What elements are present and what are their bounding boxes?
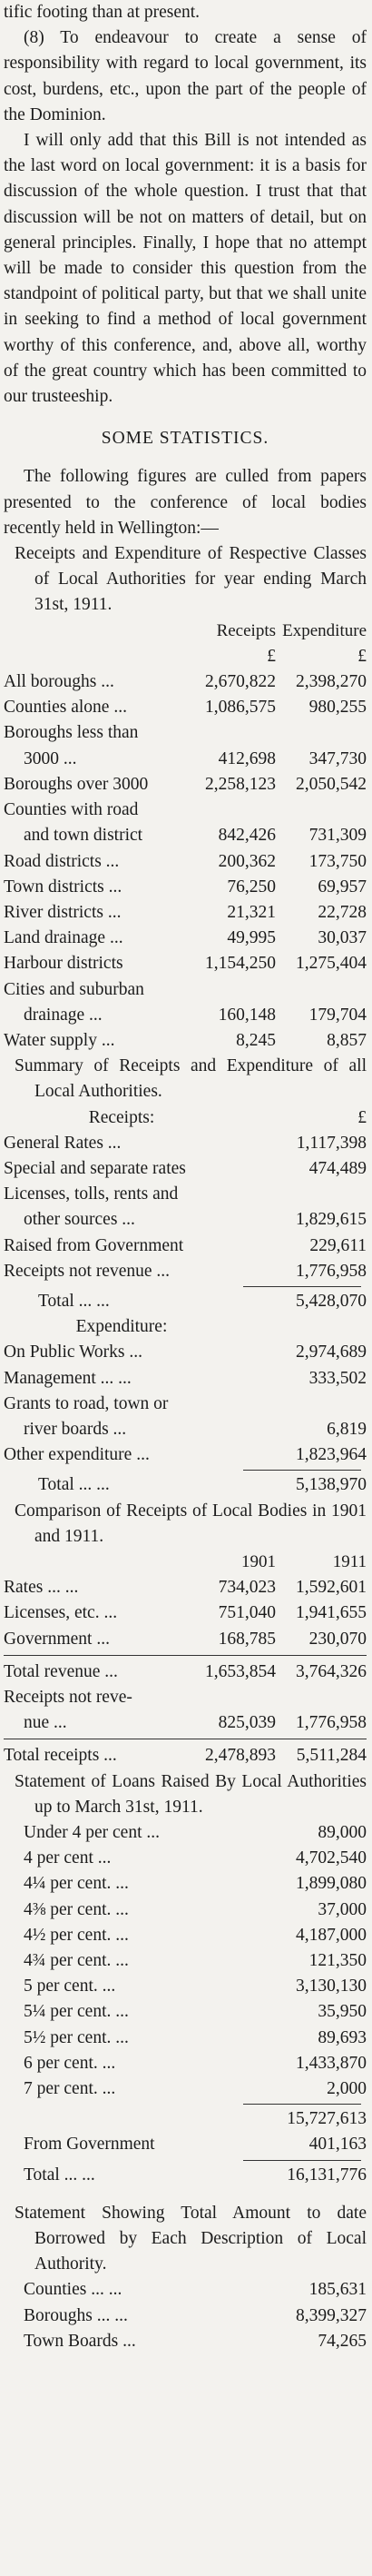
row-label: Government ... bbox=[4, 1629, 110, 1649]
column-header: 1901 bbox=[241, 1551, 276, 1571]
table-row bbox=[4, 1234, 367, 1259]
value-1911: 5,511,284 bbox=[296, 1746, 367, 1766]
row-label: 4⅜ per cent. ... bbox=[24, 1899, 129, 1919]
row-value: 3,130,130 bbox=[296, 1977, 367, 1996]
total-label: Total ... ... bbox=[24, 2165, 95, 2185]
table-row bbox=[4, 1871, 367, 1897]
subtotal-value: 15,727,613 bbox=[287, 2109, 367, 2129]
table-row bbox=[4, 1442, 367, 1468]
table-row bbox=[4, 720, 367, 746]
row-value: 1,776,958 bbox=[296, 1261, 367, 1281]
expenditure-value bbox=[276, 720, 367, 746]
expenditure-value bbox=[276, 977, 367, 1003]
row-label: 4¾ per cent. ... bbox=[24, 1951, 129, 1971]
currency-symbol: £ bbox=[267, 646, 276, 666]
rule bbox=[243, 1470, 361, 1471]
row-label: and town district bbox=[24, 826, 143, 846]
not-revenue-label-row bbox=[4, 1685, 367, 1710]
row-label: Counties alone ... bbox=[4, 698, 127, 718]
table-row bbox=[4, 823, 367, 848]
row-label: Under 4 per cent ... bbox=[24, 1823, 160, 1843]
column-header: Expenditure bbox=[282, 620, 367, 640]
table-row bbox=[4, 900, 367, 926]
table-row bbox=[4, 1600, 367, 1626]
total-row bbox=[4, 1472, 367, 1498]
total-revenue-row bbox=[4, 1660, 367, 1685]
receipts-expenditure-by-class-table bbox=[4, 541, 367, 1054]
row-label: 5½ per cent. ... bbox=[24, 2027, 129, 2047]
expenditure-heading: Expenditure: bbox=[75, 1317, 168, 1337]
row-label: Grants to road, town or bbox=[4, 1393, 169, 1413]
currency-symbol: £ bbox=[357, 1107, 367, 1127]
table-title: Comparison of Receipts of Local Bodies in 1901 and 1911. bbox=[15, 1501, 367, 1546]
spacer bbox=[4, 410, 367, 422]
row-label: Road districts ... bbox=[4, 851, 120, 871]
table-row bbox=[4, 1627, 367, 1652]
table-row bbox=[4, 669, 367, 695]
value-1901: 1,653,854 bbox=[205, 1661, 276, 1681]
row-label: 4½ per cent. ... bbox=[24, 1925, 129, 1945]
table-row bbox=[4, 1999, 367, 2025]
table-row bbox=[4, 747, 367, 772]
row-label: Counties ... ... bbox=[24, 2280, 122, 2300]
table-row bbox=[4, 1575, 367, 1600]
row-label: Receipts not reve- bbox=[4, 1688, 132, 1707]
total-row bbox=[4, 1289, 367, 1314]
row-value bbox=[240, 1392, 367, 1417]
row-label: Receipts not revenue ... bbox=[4, 1261, 171, 1281]
summary-receipts-expenditure-table bbox=[4, 1054, 367, 1498]
receipts-value: 412,698 bbox=[218, 748, 276, 768]
row-value: 1,823,964 bbox=[296, 1445, 367, 1465]
row-label: Raised from Government bbox=[4, 1235, 184, 1255]
table-title: Summary of Receipts and Expenditure of all Local Authorities. bbox=[15, 1056, 367, 1102]
row-value: 8,399,327 bbox=[296, 2305, 367, 2325]
expenditure-value: 1,275,404 bbox=[296, 954, 367, 974]
table-row bbox=[4, 1028, 367, 1054]
amount-borrowed-table bbox=[4, 2201, 367, 2354]
row-value: 2,000 bbox=[327, 2079, 367, 2099]
value-1911: 1,592,601 bbox=[296, 1578, 367, 1598]
row-label: Water supply ... bbox=[4, 1030, 115, 1050]
table-body bbox=[4, 2277, 367, 2354]
expenditure-value: 30,037 bbox=[318, 928, 367, 948]
comparison-1901-1911-table bbox=[4, 1499, 367, 1769]
table-header-row bbox=[4, 619, 367, 644]
table-row bbox=[4, 1948, 367, 1974]
row-label: Harbour districts bbox=[4, 954, 123, 974]
table-row bbox=[4, 2026, 367, 2051]
expenditure-value: 69,957 bbox=[318, 877, 367, 897]
row-label: 7 per cent. ... bbox=[24, 2079, 116, 2099]
row-label: 5¼ per cent. ... bbox=[24, 2002, 129, 2022]
stats-intro: The following figures are culled from papers presented to the conference of local bodies recently held in Wellington:— bbox=[4, 467, 367, 538]
table-row bbox=[4, 1820, 367, 1846]
expenditure-value: 731,309 bbox=[308, 826, 367, 846]
row-label: Other expenditure ... bbox=[4, 1445, 150, 1465]
expenditure-value: 179,704 bbox=[308, 1005, 367, 1025]
table-row bbox=[4, 1897, 367, 1923]
expenditure-value: 8,857 bbox=[327, 1030, 367, 1050]
row-value: 1,829,615 bbox=[296, 1210, 367, 1230]
row-label: 4¼ per cent. ... bbox=[24, 1874, 129, 1894]
row-value: 401,163 bbox=[308, 2135, 367, 2155]
table-body bbox=[4, 1131, 367, 1284]
table-row bbox=[4, 1259, 367, 1284]
row-label: Land drainage ... bbox=[4, 928, 123, 948]
row-label: Management ... ... bbox=[4, 1368, 132, 1388]
value-1911: 1,941,655 bbox=[296, 1603, 367, 1623]
row-label: other sources ... bbox=[24, 1210, 135, 1230]
total-value: 5,428,070 bbox=[296, 1291, 367, 1311]
table-row bbox=[4, 1923, 367, 1948]
row-label: Boroughs over 3000 bbox=[4, 774, 149, 794]
value-1911: 3,764,326 bbox=[296, 1661, 367, 1681]
loans-raised-table bbox=[4, 1769, 367, 2188]
row-value: 121,350 bbox=[308, 1951, 367, 1971]
row-label: 3000 ... bbox=[24, 748, 77, 768]
table-body bbox=[4, 669, 367, 1054]
row-label: On Public Works ... bbox=[4, 1342, 142, 1362]
row-label: General Rates ... bbox=[4, 1133, 122, 1153]
rule bbox=[243, 2160, 361, 2161]
table-row bbox=[4, 1846, 367, 1871]
row-value: 37,000 bbox=[318, 1899, 367, 1919]
table-row bbox=[4, 2304, 367, 2329]
table-row bbox=[4, 2329, 367, 2354]
row-label: Total revenue ... bbox=[4, 1661, 118, 1681]
row-label: Town districts ... bbox=[4, 877, 122, 897]
column-header: Receipts bbox=[216, 620, 276, 640]
expenditure-value: 173,750 bbox=[308, 851, 367, 871]
table-row bbox=[4, 1156, 367, 1182]
table-title: Statement of Loans Raised By Local Authorities up to March 31st, 1911. bbox=[15, 1771, 367, 1817]
table-row bbox=[4, 875, 367, 900]
table-body bbox=[4, 1820, 367, 2102]
receipts-value: 200,362 bbox=[218, 851, 276, 871]
row-label: Rates ... ... bbox=[4, 1578, 79, 1598]
table-row bbox=[4, 1366, 367, 1392]
row-label: 5 per cent. ... bbox=[24, 1977, 116, 1996]
receipts-value: 2,670,822 bbox=[205, 672, 276, 692]
receipts-value bbox=[181, 720, 276, 746]
row-value: 1,117,398 bbox=[296, 1133, 367, 1153]
value-1911: 230,070 bbox=[308, 1629, 367, 1649]
total-label: Total ... ... bbox=[38, 1291, 110, 1311]
table-row bbox=[4, 849, 367, 875]
table-row bbox=[4, 977, 367, 1003]
receipts-value: 76,250 bbox=[227, 877, 276, 897]
table-row bbox=[4, 2277, 367, 2303]
not-revenue-row bbox=[4, 1710, 367, 1736]
row-value: 4,702,540 bbox=[296, 1848, 367, 1868]
currency-symbol: £ bbox=[357, 646, 367, 666]
receipts-value: 8,245 bbox=[236, 1030, 276, 1050]
table-row bbox=[4, 1207, 367, 1233]
intro-fragment: tific footing than at present. bbox=[4, 3, 201, 22]
row-label: nue ... bbox=[24, 1713, 67, 1733]
rule bbox=[243, 2104, 361, 2105]
total-value: 16,131,776 bbox=[287, 2165, 367, 2185]
row-value: 474,489 bbox=[308, 1158, 367, 1178]
intro-paragraph: (8) To endeavour to create a sense of responsibility with regard to local government, its cost, burdens, etc., upon the part of the people of the Dominion. bbox=[4, 28, 367, 124]
currency-row bbox=[4, 644, 367, 669]
table-row bbox=[4, 1182, 367, 1207]
row-label: Licenses, tolls, rents and bbox=[4, 1184, 179, 1204]
table-row bbox=[4, 1131, 367, 1156]
expenditure-value: 347,730 bbox=[308, 748, 367, 768]
row-label: Town Boards ... bbox=[24, 2331, 136, 2351]
intro-paragraph: I will only add that this Bill is not intended as the last word on local government: it is a basis for discussion of the whole question. I trust that that discussion will be not on matters of detail, but on general principles. Finally, I hope that no attempt will be made to consider this question from the standpoint of political party, but that we shall unite in seeking to find a method of local government worthy of this conference, and, above all, worthy of the great country which has been committed to our trusteeship. bbox=[4, 131, 367, 407]
value-1901: 825,039 bbox=[218, 1713, 276, 1733]
row-label: 6 per cent. ... bbox=[24, 2053, 116, 2073]
table-title: Statement Showing Total Amount to date Borrowed by Each Description of Local Authority. bbox=[15, 2203, 367, 2274]
expenditure-value: 2,050,542 bbox=[296, 774, 367, 794]
row-value: 35,950 bbox=[318, 2002, 367, 2022]
row-label: Special and separate rates bbox=[4, 1158, 186, 1178]
total-row bbox=[4, 2163, 367, 2188]
table-row bbox=[4, 951, 367, 976]
table-body bbox=[4, 1340, 367, 1468]
government-row bbox=[4, 2132, 367, 2157]
row-value: 333,502 bbox=[308, 1368, 367, 1388]
receipts-value: 2,258,123 bbox=[205, 774, 276, 794]
table-row bbox=[4, 1974, 367, 1999]
receipts-value bbox=[181, 977, 276, 1003]
row-value: 4,187,000 bbox=[296, 1925, 367, 1945]
value-1901: 734,023 bbox=[218, 1578, 276, 1598]
row-label: Total receipts ... bbox=[4, 1746, 117, 1766]
spacer bbox=[4, 2188, 367, 2201]
row-label: drainage ... bbox=[24, 1005, 103, 1025]
table-row bbox=[4, 695, 367, 720]
receipts-heading: Receipts: bbox=[88, 1107, 155, 1127]
receipts-value: 1,154,250 bbox=[205, 954, 276, 974]
total-value: 5,138,970 bbox=[296, 1475, 367, 1495]
row-label: All boroughs ... bbox=[4, 672, 114, 692]
total-label: Total ... ... bbox=[38, 1475, 110, 1495]
receipts-heading-row bbox=[4, 1105, 367, 1131]
value-1911: 1,776,958 bbox=[296, 1713, 367, 1733]
receipts-value: 21,321 bbox=[227, 902, 276, 922]
row-label: Boroughs ... ... bbox=[24, 2305, 128, 2325]
row-value: 1,433,870 bbox=[296, 2053, 367, 2073]
rule bbox=[243, 1286, 361, 1287]
row-value: 74,265 bbox=[318, 2331, 367, 2351]
value-1901: 168,785 bbox=[218, 1629, 276, 1649]
spacer bbox=[4, 451, 367, 464]
row-value: 1,899,080 bbox=[296, 1874, 367, 1894]
subtotal-row bbox=[4, 2106, 367, 2132]
value-1901: 751,040 bbox=[218, 1603, 276, 1623]
receipts-value: 160,148 bbox=[218, 1005, 276, 1025]
row-value: 229,611 bbox=[309, 1235, 367, 1255]
table-row bbox=[4, 2076, 367, 2102]
row-value: 2,974,689 bbox=[296, 1342, 367, 1362]
row-value: 185,631 bbox=[308, 2280, 367, 2300]
expenditure-value: 2,398,270 bbox=[296, 672, 367, 692]
section-heading: SOME STATISTICS. bbox=[101, 429, 269, 449]
row-value bbox=[240, 1182, 367, 1207]
table-row bbox=[4, 1003, 367, 1028]
table-row bbox=[4, 1340, 367, 1365]
table-title: Receipts and Expenditure of Respective Classes of Local Authorities for year ending March 31st, 1911. bbox=[15, 544, 367, 615]
value-1901: 2,478,893 bbox=[205, 1746, 276, 1766]
receipts-value: 842,426 bbox=[218, 826, 276, 846]
row-label: 4 per cent ... bbox=[24, 1848, 112, 1868]
row-value: 89,000 bbox=[318, 1823, 367, 1843]
table-row bbox=[4, 772, 367, 798]
table-body bbox=[4, 1575, 367, 1652]
rule bbox=[4, 1655, 367, 1656]
expenditure-value bbox=[276, 798, 367, 823]
receipts-value bbox=[181, 798, 276, 823]
table-row bbox=[4, 798, 367, 823]
row-label: river boards ... bbox=[24, 1419, 127, 1439]
table-row bbox=[4, 2051, 367, 2076]
row-value: 89,693 bbox=[318, 2027, 367, 2047]
row-label: Boroughs less than bbox=[4, 723, 139, 743]
row-label: River districts ... bbox=[4, 902, 122, 922]
table-row bbox=[4, 926, 367, 951]
table-row bbox=[4, 1417, 367, 1442]
expenditure-value: 22,728 bbox=[318, 902, 367, 922]
column-header: 1911 bbox=[332, 1551, 367, 1571]
receipts-value: 49,995 bbox=[227, 928, 276, 948]
table-header-row bbox=[4, 1550, 367, 1575]
row-label: Counties with road bbox=[4, 800, 139, 820]
total-receipts-row bbox=[4, 1743, 367, 1769]
table-row bbox=[4, 1392, 367, 1417]
row-value: 6,819 bbox=[327, 1419, 367, 1439]
expenditure-value: 980,255 bbox=[308, 698, 367, 718]
row-label: From Government bbox=[24, 2135, 155, 2155]
row-label: Cities and suburban bbox=[4, 979, 144, 999]
row-label: Licenses, etc. ... bbox=[4, 1603, 118, 1623]
expenditure-heading-row bbox=[4, 1314, 367, 1340]
receipts-value: 1,086,575 bbox=[205, 698, 276, 718]
